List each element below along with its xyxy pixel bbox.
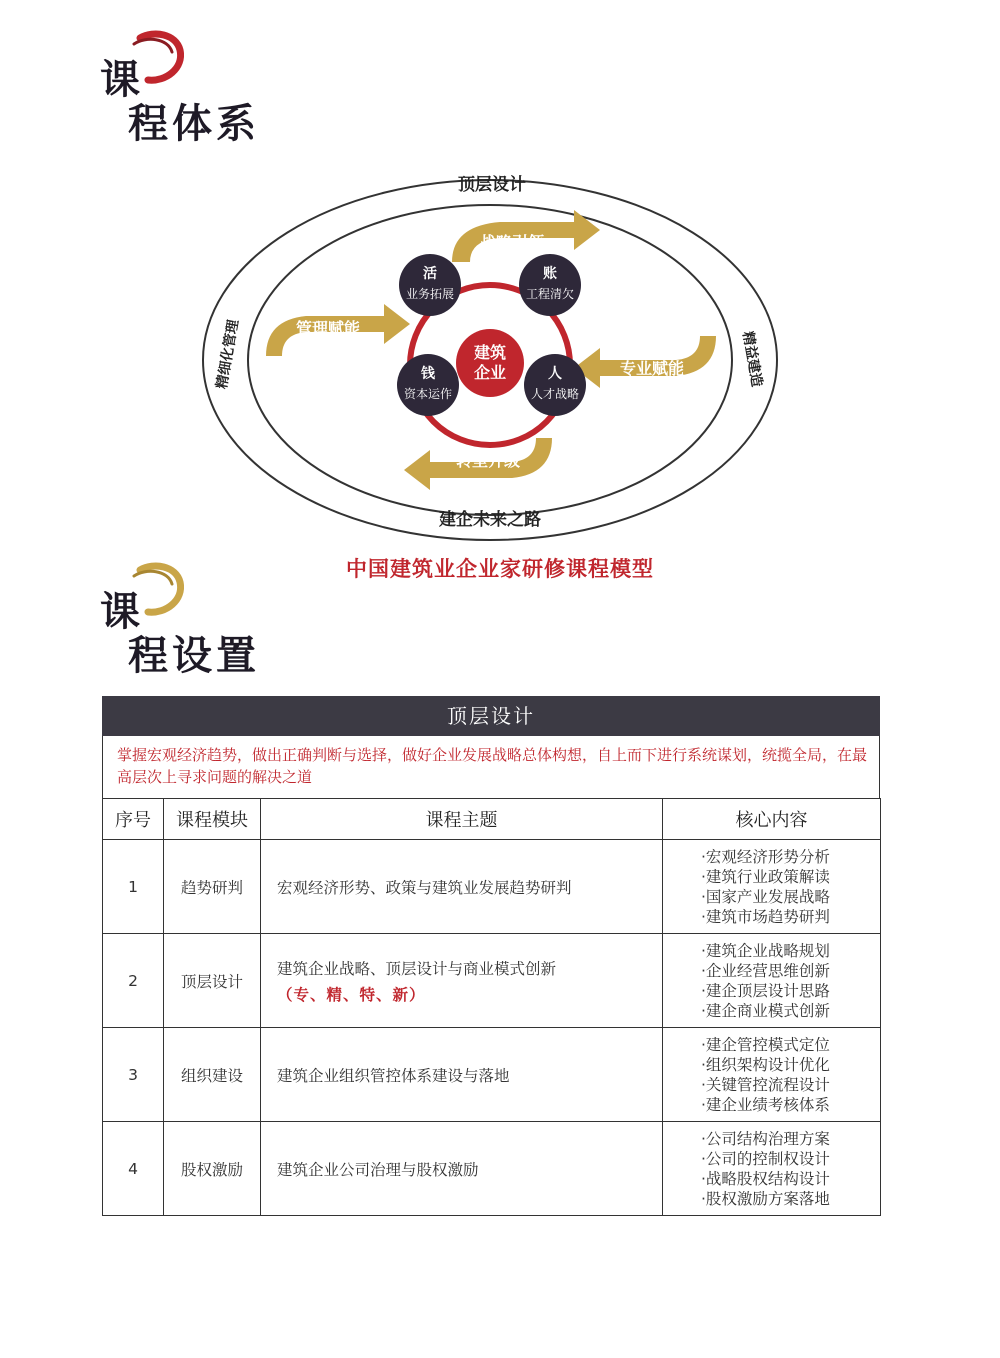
point-item: ·建筑行业政策解读 <box>701 867 830 886</box>
point-item: ·关键管控流程设计 <box>701 1075 830 1094</box>
row-topic <box>261 1028 663 1122</box>
row-module: 股权激励 <box>164 1122 261 1216</box>
arrow-label-transform: 转型升级 <box>455 451 521 470</box>
point-item: ·股权激励方案落地 <box>701 1189 830 1208</box>
row-points <box>663 840 881 934</box>
arrow-label-strategy: 战略引领 <box>479 233 545 252</box>
point-item: ·建企业绩考核体系 <box>701 1095 830 1114</box>
header-module: 课程模块 <box>164 799 261 840</box>
center-line-1: 建筑 <box>473 343 507 362</box>
node-receivables <box>519 254 581 316</box>
row-topic <box>261 934 663 1028</box>
table-row <box>103 1028 881 1122</box>
diagram-caption: 中国建筑业企业家研修课程模型 <box>346 556 654 581</box>
table-title: 顶层设计 <box>102 696 880 736</box>
arrow-label-professional: 专业赋能 <box>619 359 685 378</box>
point-item: ·建企商业模式创新 <box>701 1001 830 1020</box>
row-topic-text: 建筑企业战略、顶层设计与商业模式创新 <box>277 959 557 978</box>
row-topic-highlight: （专、精、特、新） <box>277 985 426 1004</box>
row-module: 组织建设 <box>164 1028 261 1122</box>
header-content: 核心内容 <box>663 799 881 840</box>
section-heading-course-setup <box>100 560 300 680</box>
point-item: ·建企管控模式定位 <box>701 1035 830 1054</box>
course-model-diagram <box>0 160 1000 555</box>
row-num: 4 <box>103 1122 164 1216</box>
point-item: ·战略股权结构设计 <box>701 1169 830 1188</box>
center-line-2: 企业 <box>473 363 507 382</box>
course-grid <box>102 798 881 1216</box>
row-topic-text: 宏观经济形势、政策与建筑业发展趋势研判 <box>277 878 572 897</box>
heading-first-char: 课 <box>100 588 142 635</box>
table-header-row <box>103 799 881 840</box>
row-num: 3 <box>103 1028 164 1122</box>
heading-text: 程体系 <box>128 100 260 147</box>
point-item: ·公司的控制权设计 <box>701 1149 830 1168</box>
point-item: ·公司结构治理方案 <box>701 1129 830 1148</box>
node-label: 业务拓展 <box>405 287 455 301</box>
outer-label-top: 顶层设计 <box>458 175 526 195</box>
node-label: 资本运作 <box>403 387 453 401</box>
node-capital <box>397 354 459 416</box>
row-topic <box>261 1122 663 1216</box>
header-num: 序号 <box>103 799 164 840</box>
point-item: ·建企顶层设计思路 <box>701 981 830 1000</box>
outer-label-left: 精细化管理 <box>214 318 243 391</box>
point-item: ·组织架构设计优化 <box>701 1055 830 1074</box>
node-char: 人 <box>548 366 562 382</box>
arrow-label-management: 管理赋能 <box>295 319 361 338</box>
node-business <box>399 254 461 316</box>
node-char: 活 <box>423 266 437 282</box>
row-module: 趋势研判 <box>164 840 261 934</box>
node-label: 工程清欠 <box>525 287 575 301</box>
point-item: ·建筑市场趋势研判 <box>701 907 830 926</box>
row-topic-text: 建筑企业公司治理与股权激励 <box>277 1160 479 1179</box>
row-points <box>663 934 881 1028</box>
node-char: 账 <box>543 266 557 282</box>
row-num: 1 <box>103 840 164 934</box>
row-points <box>663 1122 881 1216</box>
header-topic: 课程主题 <box>261 799 663 840</box>
heading-first-char: 课 <box>100 56 142 103</box>
heading-text: 程设置 <box>128 632 260 679</box>
row-module: 顶层设计 <box>164 934 261 1028</box>
section-heading-course-system <box>100 28 300 148</box>
outer-label-bottom: 建企未来之路 <box>439 510 541 530</box>
point-item: ·企业经营思维创新 <box>701 961 830 980</box>
point-item: ·建筑企业战略规划 <box>701 941 830 960</box>
node-char: 钱 <box>421 366 435 382</box>
row-points <box>663 1028 881 1122</box>
point-item: ·宏观经济形势分析 <box>701 847 830 866</box>
node-label: 人才战略 <box>530 387 580 401</box>
table-row <box>103 840 881 934</box>
row-topic-text: 建筑企业组织管控体系建设与落地 <box>277 1066 510 1085</box>
row-topic <box>261 840 663 934</box>
table-row <box>103 1122 881 1216</box>
course-table <box>102 696 880 1216</box>
table-row <box>103 934 881 1028</box>
point-item: ·国家产业发展战略 <box>701 887 830 906</box>
outer-label-right: 精益建造 <box>739 330 765 389</box>
table-description: 掌握宏观经济趋势，做出正确判断与选择，做好企业发展战略总体构想，自上而下进行系统谋划，统揽全局，在最高层次上寻求问题的解决之道 <box>102 736 880 798</box>
row-num: 2 <box>103 934 164 1028</box>
node-talent <box>524 354 586 416</box>
